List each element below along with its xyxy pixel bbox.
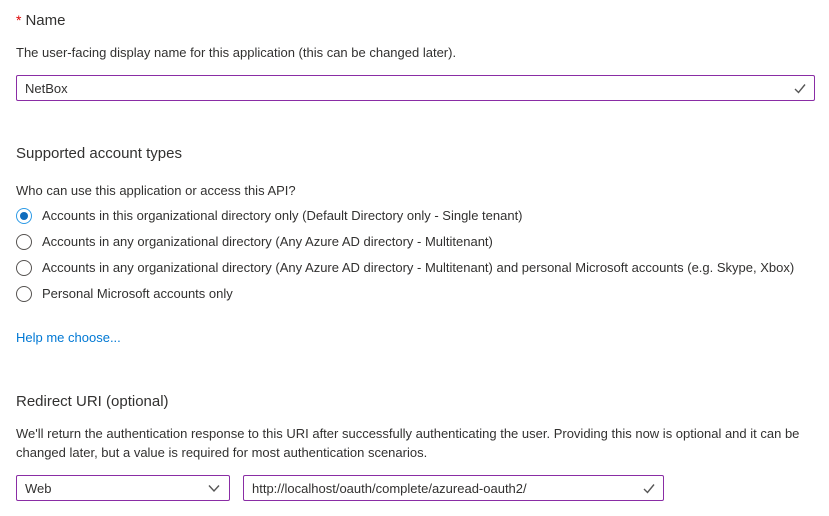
platform-select-value: Web (25, 480, 52, 496)
radio-label: Personal Microsoft accounts only (42, 286, 233, 301)
redirect-uri-title: Redirect URI (optional) (16, 393, 169, 410)
platform-select[interactable] (16, 475, 230, 501)
redirect-uri-input-wrap (243, 475, 664, 501)
radio-label: Accounts in this organizational directory only (Default Directory only - Single tenant) (42, 208, 523, 223)
name-input-wrap (16, 75, 815, 101)
name-description: The user-facing display name for this application (this can be changed later). (16, 45, 457, 60)
name-title-text: Name (25, 12, 66, 29)
radio-button-icon[interactable] (16, 286, 32, 302)
radio-button-icon[interactable] (16, 234, 32, 250)
required-asterisk: * (16, 12, 22, 28)
radio-single-tenant[interactable] (16, 203, 815, 229)
radio-label: Accounts in any organizational directory (Any Azure AD directory - Multitenant) (42, 234, 493, 249)
account-types-question: Who can use this application or access this API? (16, 183, 296, 198)
redirect-uri-input[interactable] (243, 475, 664, 501)
radio-multitenant[interactable] (16, 229, 815, 255)
account-types-title: Supported account types (16, 145, 182, 162)
name-input[interactable] (16, 75, 815, 101)
radio-personal-only[interactable] (16, 281, 815, 307)
radio-multitenant-personal[interactable] (16, 255, 815, 281)
radio-label: Accounts in any organizational directory (Any Azure AD directory - Multitenant) and personal Microsoft accounts (e.g. Skype, Xbox) (42, 260, 795, 275)
help-me-choose-link[interactable]: Help me choose... (16, 330, 121, 345)
redirect-uri-description: We'll return the authentication response to this URI after successfully authenticating the user. Providing this now is optional and it can be changed later, but a value is required for most authentication scenarios. (16, 426, 800, 460)
chevron-down-icon (207, 481, 221, 495)
name-section-title (16, 10, 815, 31)
account-type-radio-group (16, 203, 815, 307)
radio-button-icon[interactable] (16, 208, 32, 224)
radio-button-icon[interactable] (16, 260, 32, 276)
redirect-uri-controls (16, 475, 815, 501)
